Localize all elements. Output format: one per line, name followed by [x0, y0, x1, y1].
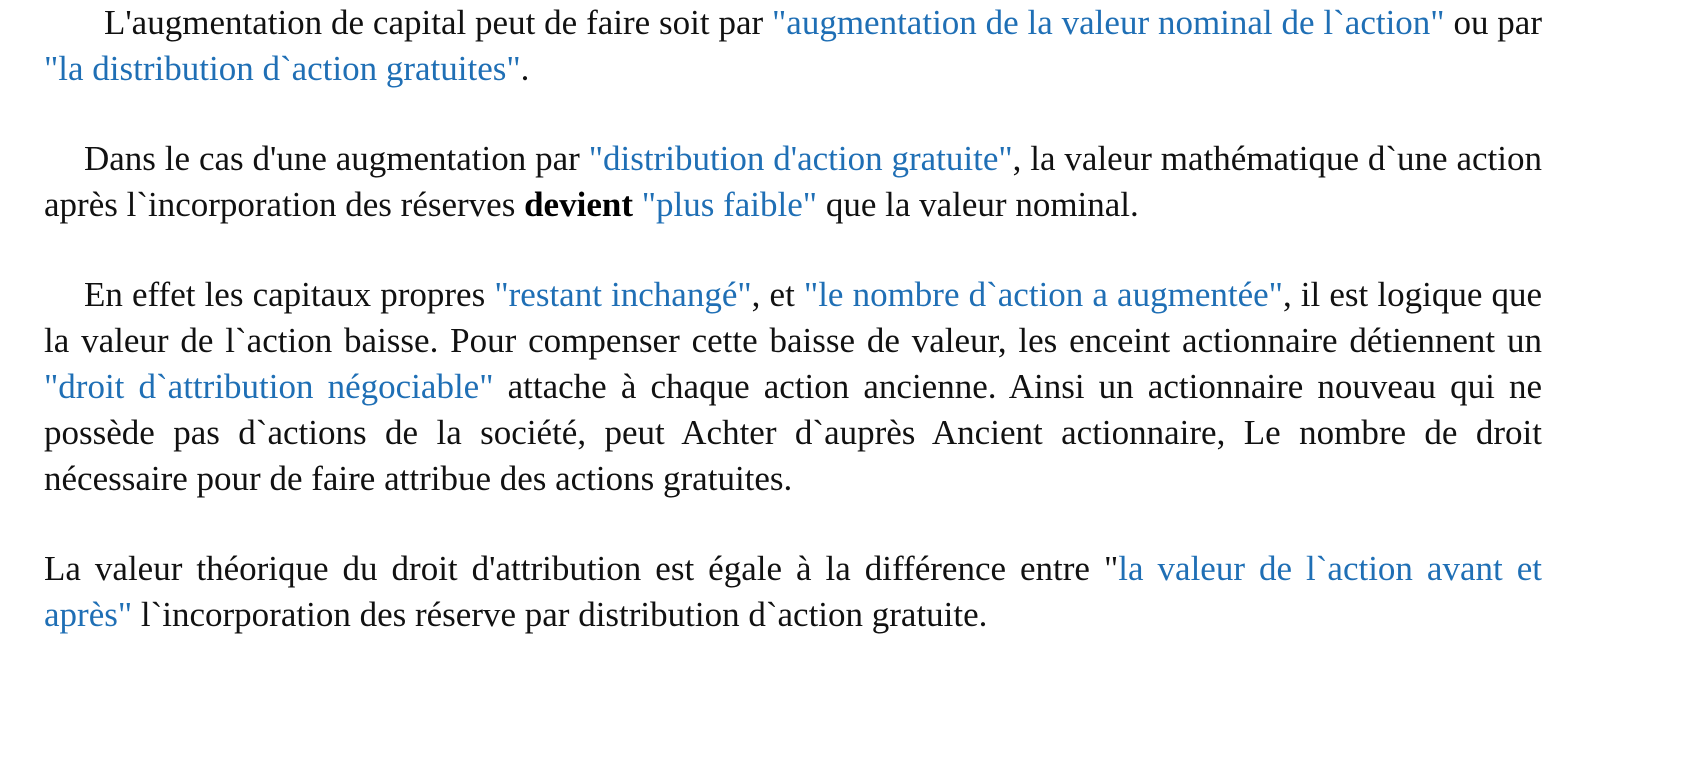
highlighted-term: "droit d`attribution négociable": [44, 367, 494, 406]
text-run: , la valeur mathématique d`une action après l`incorporation des réserves: [44, 139, 1542, 224]
document-body: [44, 0, 1542, 682]
text-run: , il est logique que la valeur de l`action baisse. Pour compenser cette baisse de valeur, les enceint actionnaire détiennent un: [44, 275, 1543, 360]
text-run: , et: [751, 275, 804, 314]
text-run: [633, 185, 642, 224]
paragraph-distribution-gratuite: [44, 136, 1542, 228]
highlighted-term: la valeur de l`action avant et après": [44, 549, 1542, 634]
highlighted-term: "augmentation de la valeur nominal de l`action": [772, 3, 1445, 42]
highlighted-term: "plus faible": [641, 185, 818, 224]
highlighted-term: "distribution d'action gratuite": [588, 139, 1013, 178]
paragraph-capitaux-propres: [44, 272, 1542, 502]
text-run: La valeur théorique du droit d'attribution est égale à la différence entre ": [44, 549, 1119, 588]
paragraph-valeur-theorique: [44, 546, 1542, 638]
highlighted-term: "restant inchangé": [494, 275, 752, 314]
text-run: .: [520, 49, 530, 88]
text-run: que la valeur nominal.: [817, 185, 1139, 224]
text-run: ou par: [1444, 3, 1542, 42]
text-run: En effet les capitaux propres: [84, 275, 495, 314]
text-run: l`incorporation des réserve par distribution d`action gratuite.: [132, 595, 988, 634]
text-run: attache à chaque action ancienne. Ainsi un actionnaire nouveau qui ne possède pas d`actions de la société, peut Achter d`auprès Ancient actionnaire, Le nombre de droit nécessaire pour de faire attribue des actions gratuites.: [44, 367, 1542, 498]
text-run: L'augmentation de capital peut de faire soit par: [104, 3, 772, 42]
paragraph-augmentation-capital: [44, 0, 1542, 92]
highlighted-term: "la distribution d`action gratuites": [44, 49, 521, 88]
text-run: Dans le cas d'une augmentation par: [84, 139, 589, 178]
bold-term: devient: [524, 185, 633, 224]
highlighted-term: "le nombre d`action a augmentée": [803, 275, 1283, 314]
